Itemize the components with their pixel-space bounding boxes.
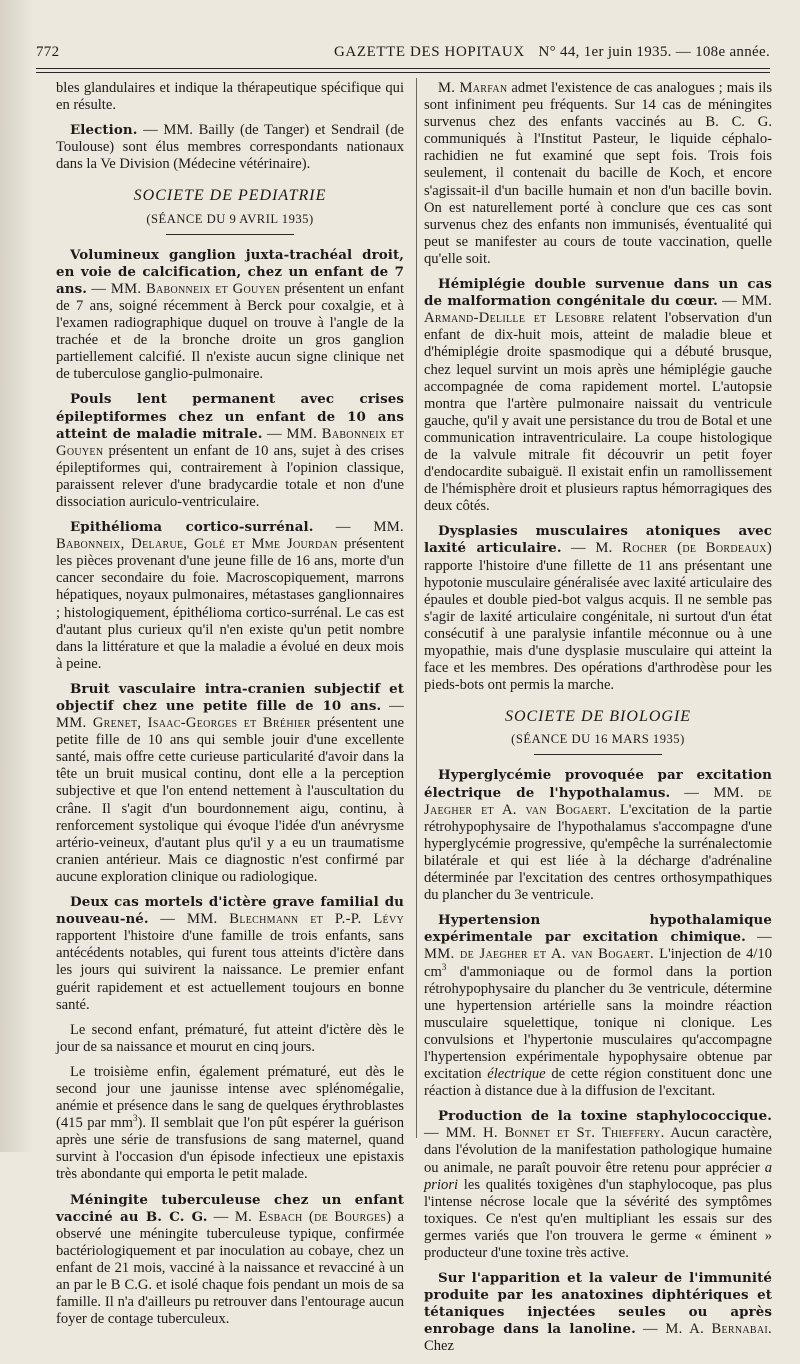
scan-edge bbox=[0, 0, 34, 1152]
article-authors: — MM. Grenet, Isaac-Georges et Bréhier bbox=[56, 698, 404, 732]
text: Le troisième enfin, également prématuré, eut dès le second jour une jaunisse intense avec splénomégalie, anémie et présence dans le sang de quelques érythroblastes (415 par mm bbox=[56, 1063, 404, 1132]
paragraph: bles glandulaires et indique la thérapeutique spécifique qui en résulte. bbox=[56, 80, 404, 114]
article bbox=[56, 1192, 404, 1329]
article-text: rapporte l'histoire d'une fillette de 11 ans présentant une hypotonie musculaire généralisée avec laxité articulaire des épaules et double pied-bot valgus acquis. Il ne semble pas s'agir de laxité articulaire congénitale, ni surtout d'un état consécutif à une paralysie infantile méconnue ou à une myopathie, mais d'une dysplasie musculaire qui atteint la face et les membres. Des opérations d'arthrodèse pour les pieds-bots ont permis la marche. bbox=[424, 557, 772, 694]
section-rule bbox=[166, 234, 294, 235]
article-title: Volumineux ganglion juxta-trachéal droit, en voie de calcification, chez un enfant de 7 ans. bbox=[56, 246, 404, 297]
article-election bbox=[56, 122, 404, 173]
left-column bbox=[56, 80, 404, 1336]
article-text: Chez bbox=[424, 1338, 454, 1355]
article-text: relatent l'observation d'un enfant de dix-huit mois, atteint de maladie bleue et d'hémiplégie droite spasmodique qui a débuté brusque, chez lequel survint un mois après une hémiplégie gauche accompagnée de coma rapidement mortel. L'autopsie montra que l'artère pulmonaire naissait du ventricule gauche, qu'il y avait une persistance du trou de Botal et une communication intraventriculaire. La coupe histologique de la valvule mitrale fit découvrir un petit foyer d'endocardite subaiguë. Il existait enfin un ramollissement de l'hémisphère droit et plusieurs raptus hémorragiques des deux côtés. bbox=[424, 310, 772, 515]
paragraph bbox=[56, 1064, 404, 1184]
article-authors: — M. Esbach (de Bourges) bbox=[213, 1208, 392, 1225]
article-text: rapportent l'histoire d'une famille de trois enfants, sans antécédents notables, qui furent tous atteints d'ictère dans les jours qui suivirent la naissance. Le premier enfant guérit rapidement et est actuellement toujours en bonne santé. bbox=[56, 928, 404, 1013]
article-text: présentent une petite fille de 10 ans qui semble jouir d'une excellente santé, mais offre cette curieuse particularité d'avoir dans la tête un bruit musical continu, dont elle a la perception subjective et que l'on entend nettement à l'auscultation du crâne. Il s'agit d'un bourdonnement aigu, continu, à renforcement systolique qui évoque l'idée d'un anévrysme artério-veineux, d'autant plus qu'il y a eu un traumatisme cranien antérieur. Mais ce diagnostic n'est confirmé par aucune exploration clinique ou radiologique. bbox=[56, 715, 404, 885]
section-rule bbox=[534, 754, 662, 755]
article-text: admet l'existence de cas analogues ; mais ils sont infiniment peu fréquents. Sur 14 cas de méningites survenus chez des enfants vaccinés au B. C. G. communiqués à l'Institut Pasteur, le liquide céphalo-rachidien ne fut examiné que sept fois. Trois fois seulement, il contenait du bacille de Koch, et encore s'agissait-il d'un bacille humain et non d'un bacille bovin. On est naturellement porté à conclure que ces cas sont survenus chez des enfants non immunisés, éventualité qui peut se manifester au cours de toute vaccination, quelle qu'elle soit. bbox=[424, 80, 773, 267]
article-text: présentent un enfant de 7 ans, soigné récemment à Berck pour coxalgie, et à l'examen radiographique duquel on trouve à l'angle de la trachée et de la bronche droite un gros ganglion partiellement calcifié. Il n'existe aucun signe clinique net de tuberculose ganglio-pulmonaire. bbox=[56, 280, 405, 383]
issue-info: N° 44, 1er juin 1935. — 108e année. bbox=[538, 44, 770, 60]
article bbox=[56, 391, 404, 511]
text: ). Il semblait que l'on pût espérer la guérison après une série de transfusions de sang maternel, quand survint à l'occasion d'un épisode infectieux une epistaxis très abondante qui emporta le petit malade. bbox=[56, 1115, 404, 1183]
article-text: L'injection de 4/10 cm bbox=[424, 946, 773, 980]
article-authors: — MM. Babonneix, Delarue, Golé et Mme Jourdan bbox=[56, 519, 404, 553]
article bbox=[424, 912, 772, 1100]
article-title: Hyperglycémie provoquée par excitation électrique de l'hypothalamus. bbox=[424, 767, 772, 801]
article-authors: — MM. Babonneix et Gouyen bbox=[56, 425, 404, 459]
article-authors: — MM. Blechmann et P.-P. Lévy bbox=[160, 911, 404, 928]
article-text: d'ammoniaque ou de formol dans la portion rétrohypophysaire du plancher du 3e ventricule, détermine une hypertension artérielle sans la moindre réaction musculaire squelettique, tonique ni clonique. Les convulsions et l'hypertonie musculaires qu'accompagne l'hypertension expérimentale hypophysaire obtenue par excitation bbox=[424, 963, 772, 1083]
article-title: Production de la toxine staphylococcique. bbox=[438, 1108, 772, 1125]
article-title: Dysplasies musculaires atoniques avec laxité articulaire. bbox=[424, 523, 772, 557]
right-column bbox=[424, 80, 772, 1364]
article-authors: — MM. de Jaegher et A. van Bogaert. bbox=[424, 784, 772, 818]
article-title: Epithélioma cortico-surrénal. bbox=[70, 519, 314, 536]
society-heading bbox=[56, 187, 404, 234]
session-date: (SÉANCE DU 16 MARS 1935) bbox=[511, 732, 685, 747]
article bbox=[56, 519, 404, 673]
paragraph: Le second enfant, prématuré, fut atteint d'ictère dès le jour de sa naissance et mourut en cinq jours. bbox=[56, 1021, 404, 1055]
society-heading bbox=[424, 708, 772, 755]
article bbox=[56, 681, 404, 886]
header-rule bbox=[36, 68, 770, 69]
article bbox=[424, 1270, 772, 1355]
article-text: de cette région constituent donc une réaction à distance due à la diffusion de l'excitant. bbox=[424, 1066, 772, 1100]
article-title: Sur l'apparition et la valeur de l'immunité produite par les anatoxines diphtériques et tétaniques injectées seules ou après enrobage dans la lanoline. bbox=[424, 1270, 772, 1338]
article bbox=[56, 894, 404, 1014]
article-title: Election. bbox=[70, 122, 138, 139]
superscript: 3 bbox=[133, 1113, 138, 1124]
paragraph bbox=[424, 80, 772, 268]
column-divider bbox=[416, 78, 417, 1138]
italic-phrase: a priori bbox=[424, 1159, 772, 1193]
article-text: présentent un enfant de 10 ans, sujet à des crises épileptiformes qui, contrairement à l'opinion classique, paraissent relever d'une bradycardie totale et non d'une dissociation auriculo-ventriculaire. bbox=[56, 442, 404, 510]
article-title: Méningite tuberculeuse chez un enfant vacciné au B. C. G. bbox=[56, 1191, 404, 1225]
article-text: les qualités toxigènes d'un staphylocoque, pas plus l'intense nécrose locale que la sévérité des symptômes toxiques. Ce n'est qu'en multipliant les essais sur des germes variés que l'on trouvera le germe « éminent » producteur d'une toxine très active. bbox=[424, 1176, 772, 1261]
article-authors: — MM. H. Bonnet et St. Thieffery. bbox=[424, 1125, 665, 1142]
society-name: SOCIETE DE PEDIATRIE bbox=[133, 187, 327, 205]
article-title: Hémiplégie double survenue dans un cas de malformation congénitale du cœur. bbox=[424, 276, 772, 310]
article-text: — MM. Bailly (de Tanger) et Sendrail (de Toulouse) sont élus membres correspondants nationaux dans la Ve Division (Médecine vétérinaire). bbox=[56, 122, 404, 173]
article bbox=[424, 276, 772, 515]
article-authors: — M. Rocher (de Bordeaux) bbox=[570, 540, 772, 557]
article-title: Pouls lent permanent avec crises épileptiformes chez un enfant de 10 ans atteint de maladie mitrale. bbox=[56, 391, 404, 442]
article bbox=[424, 523, 772, 694]
page-number: 772 bbox=[36, 44, 60, 60]
article-title: Deux cas mortels d'ictère grave familial du nouveau-né. bbox=[56, 894, 404, 928]
article-text: présentent les pièces provenant d'une jeune fille de 16 ans, morte d'un cancer secondaire du foie. Macroscopiquement, marrons hépatiques, noyaux pulmonaires, métastases ganglionnaires ; histologiquement, épithélioma cortico-surrénal. Le cas est d'autant plus curieux qu'il n'en existe qu'un petit nombre dans la littérature et que la maladie a évolué en deux mois à peine. bbox=[56, 536, 405, 672]
article-authors: — M. A. Bernabai. bbox=[643, 1321, 772, 1338]
society-name: SOCIETE DE BIOLOGIE bbox=[504, 708, 692, 726]
journal-title: GAZETTE DES HOPITAUX bbox=[334, 44, 525, 60]
article-text: L'excitation de la partie rétrohypophysaire de l'hypothalamus s'accompagne d'une hyperglycémie progressive, qu'empêche la surrénalectomie bilatérale et qui est liée à la décharge d'adrénaline déterminée par l'excitation des centres orthosympathiques du plancher du 3e ventricule. bbox=[424, 801, 772, 904]
article-authors: M. Marfan bbox=[438, 80, 508, 96]
article-authors: — MM. de Jaegher et A. van Bogaert. bbox=[424, 929, 772, 963]
italic-word: électrique bbox=[487, 1066, 546, 1083]
article-text: Aucun caractère, dans l'évolution de la manifestation pathologique humaine ou animale, ne paraît pouvoir être retenu pour apprécier bbox=[424, 1125, 773, 1176]
article bbox=[424, 1108, 772, 1262]
article-text: a observé une méningite tuberculeuse typique, confirmée bactériologiquement et par inoculation au cobaye, chez un enfant de 21 mois, vacciné à la naissance et revacciné à un an par le B C.G. et isolé chaque fois pendant un mois de sa famille. Il n'a d'ailleurs pu retrouver dans l'entourage aucun foyer de contage tuberculeux. bbox=[56, 1208, 405, 1328]
article-authors: — MM. Armand-Delille et Lesobre bbox=[424, 293, 773, 327]
article-authors: — MM. Babonneix et Gouyen bbox=[91, 280, 281, 297]
superscript: 3 bbox=[441, 961, 447, 972]
header-rule-thin bbox=[36, 72, 770, 73]
article-title: Bruit vasculaire intra-cranien subjectif et objectif chez une petite fille de 10 ans. bbox=[56, 680, 404, 714]
article bbox=[424, 767, 772, 904]
session-date: (SÉANCE DU 9 AVRIL 1935) bbox=[146, 211, 314, 226]
running-header bbox=[36, 44, 770, 64]
article-title: Hypertension hypothalamique expérimentale par excitation chimique. bbox=[424, 912, 772, 946]
article bbox=[56, 247, 404, 384]
